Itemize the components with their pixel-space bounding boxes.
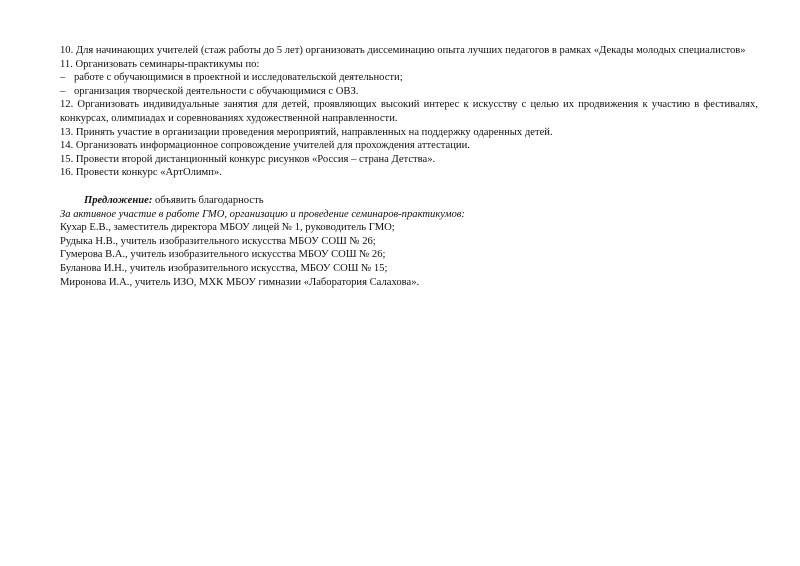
document-page: [60, 44, 758, 289]
proposal-text: объявить благодарность: [152, 194, 264, 206]
spacer: [60, 180, 758, 194]
item-10: 10. Для начинающих учителей (стаж работы до 5 лет) организовать диссеминацию опыта лучших педагогов в рамках «Декады молодых специалистов»: [60, 45, 746, 56]
item-11-sub-1-text: работе с обучающимися в проектной и исследовательской деятельности;: [74, 72, 403, 84]
item-15: 15. Провести второй дистанционный конкурс рисунков «Россия – страна Детства».: [60, 153, 436, 165]
item-16: 16. Провести конкурс «АртОлимп».: [60, 167, 222, 179]
proposal-line: [60, 194, 758, 208]
dash-mark: –: [60, 72, 66, 84]
item-14: 14. Организовать информационное сопровождение учителей для прохождения аттестации.: [60, 140, 470, 152]
item-11-sub-1: [60, 71, 758, 85]
person-3: Гумерова В.А., учитель изобразительного искусства МБОУ СОШ № 26;: [60, 249, 386, 261]
item-13: 13. Принять участие в организации проведения мероприятий, направленных на поддержку одаренных детей.: [60, 126, 553, 138]
proposal-label: Предложение:: [84, 194, 153, 206]
dash-mark: –: [60, 85, 66, 97]
person-4: Буланова И.Н., учитель изобразительного искусства, МБОУ СОШ № 15;: [60, 262, 388, 274]
item-11-sub-2-text: организация творческой деятельности с обучающимися с ОВЗ.: [74, 85, 359, 97]
person-2: Рудыка Н.В., учитель изобразительного искусства МБОУ СОШ № 26;: [60, 235, 376, 247]
item-11: 11. Организовать семинары-практикумы по:: [60, 58, 260, 70]
person-1: Кухар Е.В., заместитель директора МБОУ лицей № 1, руководитель ГМО;: [60, 222, 395, 234]
person-5: Миронова И.А., учитель ИЗО, МХК МБОУ гимназии «Лаборатория Салахова».: [60, 276, 420, 288]
gratitude-heading: За активное участие в работе ГМО, организацию и проведение семинаров-практикумов:: [60, 208, 465, 220]
item-11-sub-2: [60, 85, 758, 99]
item-12: 12. Организовать индивидуальные занятия для детей, проявляющих высокий интерес к искусству с целью их продвижения к участию в фестивалях, конкурсах, олимпиадах и соревнованиях художественной направленности.: [60, 99, 758, 124]
